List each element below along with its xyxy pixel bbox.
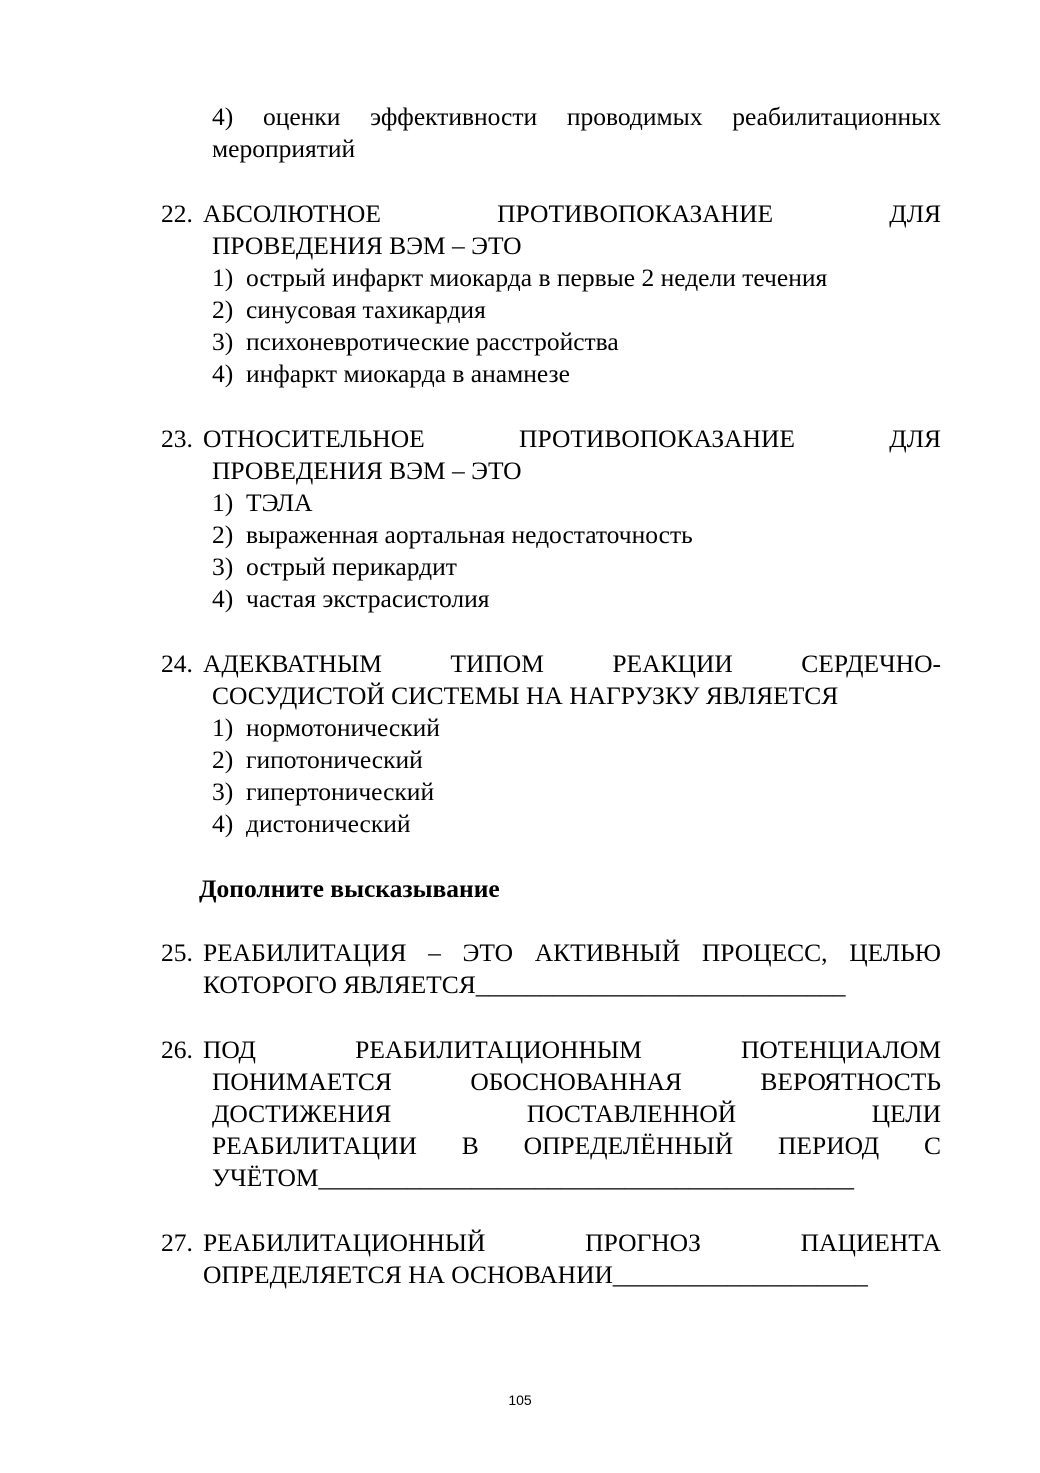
q23-title-line2: ПРОВЕДЕНИЯ ВЭМ – ЭТО — [212, 456, 522, 485]
q26-title-line4: РЕАБИЛИТАЦИИ В ОПРЕДЕЛЁННЫЙ ПЕРИОД С — [212, 1131, 941, 1160]
q24-option-4: 4) дистонический — [212, 809, 411, 838]
q24-title-line1: АДЕКВАТНЫМ ТИПОМ РЕАКЦИИ СЕРДЕЧНО- — [203, 649, 941, 678]
q23-title-line1: ОТНОСИТЕЛЬНОЕ ПРОТИВОПОКАЗАНИЕ ДЛЯ — [203, 424, 941, 453]
q25-title-line1: РЕАБИЛИТАЦИЯ – ЭТО АКТИВНЫЙ ПРОЦЕСС, ЦЕЛЬЮ — [203, 938, 941, 967]
q26-number: 26. — [161, 1035, 193, 1064]
q21-option-4-line1: 4) оценки эффективности проводимых реабилитационных — [212, 102, 941, 131]
q21-option-4-line2: мероприятий — [212, 134, 356, 163]
q23-option-3: 3) острый перикардит — [212, 552, 457, 581]
q22-option-3: 3) психоневротические расстройства — [212, 327, 619, 356]
q23-option-2: 2) выраженная аортальная недостаточность — [212, 520, 693, 549]
q23-number: 23. — [161, 424, 193, 453]
q24-number: 24. — [161, 649, 193, 678]
q25-number: 25. — [161, 938, 193, 967]
q23-option-1: 1) ТЭЛА — [212, 488, 313, 517]
q24-option-2: 2) гипотонический — [212, 745, 423, 774]
q22-option-4: 4) инфаркт миокарда в анамнезе — [212, 359, 570, 388]
q22-option-2: 2) синусовая тахикардия — [212, 295, 486, 324]
q22-option-1: 1) острый инфаркт миокарда в первые 2 недели течения — [212, 263, 828, 292]
q26-title-line1: ПОД РЕАБИЛИТАЦИОННЫМ ПОТЕНЦИАЛОМ — [203, 1035, 941, 1064]
q24-option-1: 1) нормотонический — [212, 713, 440, 742]
q26-title-line5: УЧЁТОМ__________________________________________ — [212, 1163, 855, 1192]
q25-title-line2: КОТОРОГО ЯВЛЯЕТСЯ_____________________________ — [203, 970, 846, 999]
q24-option-3: 3) гипертонический — [212, 777, 435, 806]
q24-title-line2: СОСУДИСТОЙ СИСТЕМЫ НА НАГРУЗКУ ЯВЛЯЕТСЯ — [212, 681, 839, 710]
q22-number: 22. — [161, 199, 193, 228]
q27-number: 27. — [161, 1228, 193, 1257]
page-number: 105 — [508, 1392, 532, 1408]
q22-title-line1: АБСОЛЮТНОЕ ПРОТИВОПОКАЗАНИЕ ДЛЯ — [203, 199, 941, 228]
q27-title-line2: ОПРЕДЕЛЯЕТСЯ НА ОСНОВАНИИ____________________ — [203, 1260, 868, 1289]
section-heading: Дополните высказывание — [199, 874, 500, 903]
q23-option-4: 4) частая экстрасистолия — [212, 584, 490, 613]
q26-title-line2: ПОНИМАЕТСЯ ОБОСНОВАННАЯ ВЕРОЯТНОСТЬ — [212, 1067, 941, 1096]
q22-title-line2: ПРОВЕДЕНИЯ ВЭМ – ЭТО — [212, 231, 522, 260]
q26-title-line3: ДОСТИЖЕНИЯ ПОСТАВЛЕННОЙ ЦЕЛИ — [212, 1099, 941, 1128]
q27-title-line1: РЕАБИЛИТАЦИОННЫЙ ПРОГНОЗ ПАЦИЕНТА — [203, 1228, 941, 1257]
